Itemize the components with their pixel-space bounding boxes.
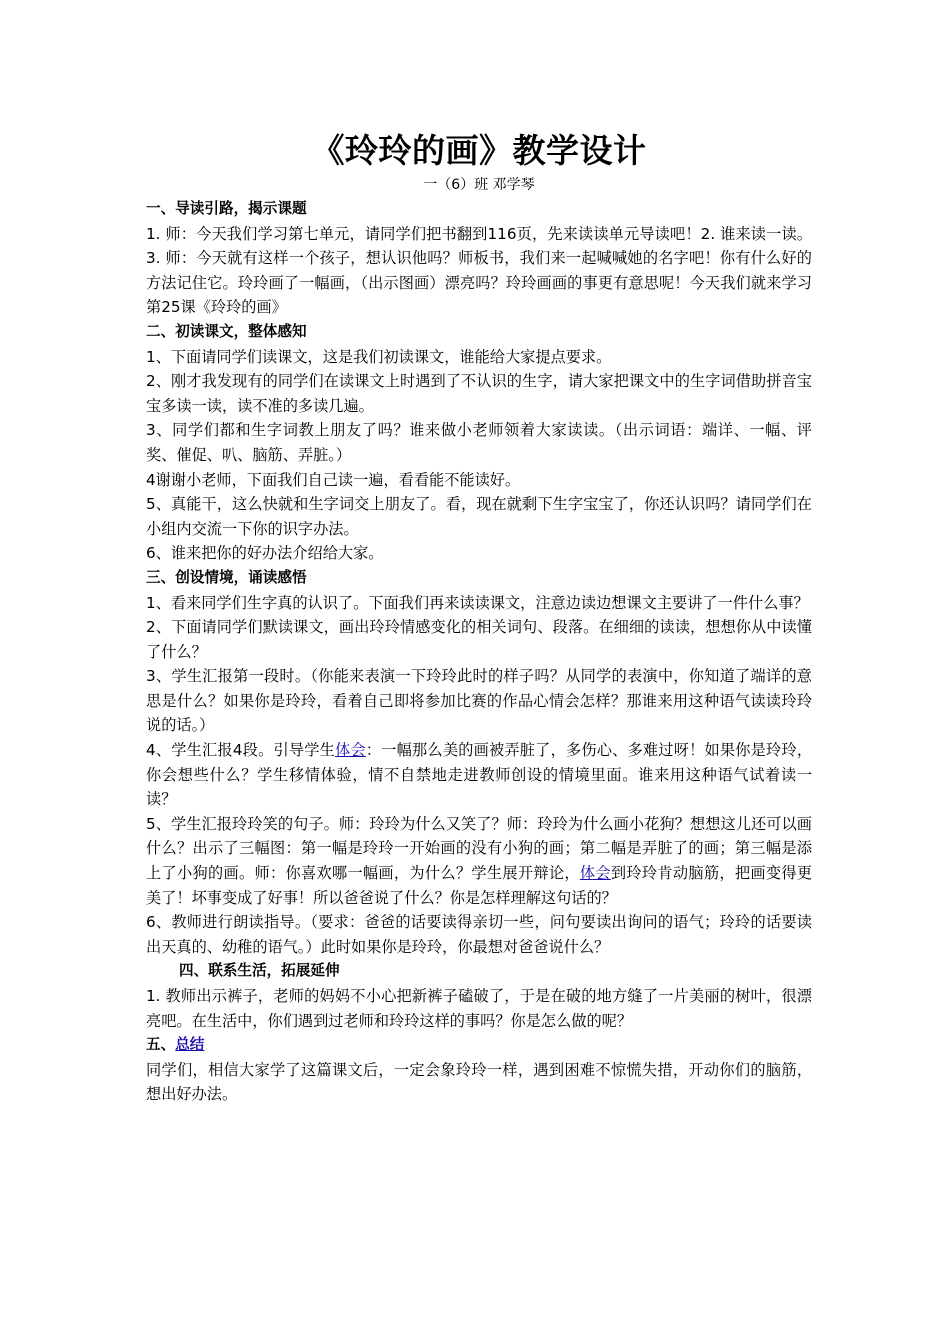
- text-run: 2、刚才我发现有的同学们在读课文上时遇到了不认识的生字，请大家把课文中的生字词借助拼音宝宝多读一读，读不准的多读几遍。: [146, 372, 812, 415]
- section-heading: 四、联系生活，拓展延伸: [179, 962, 340, 980]
- text-run: 1. 师：今天我们学习第七单元，请同学们把书翻到116页，先来读读单元导读吧！2. 谁来读一读。3. 师：今天就有这样一个孩子，想认识他吗？师板书，我们来一起喊喊她的名字吧！你有什么好的方法记住它。玲玲画了一幅画，（出示图画）漂亮吗？玲玲画画的事更有意思呢！今天我们就来学习第25课《玲玲的画》: [146, 224, 812, 317]
- paragraph: [146, 222, 812, 320]
- document-title: 《玲玲的画》教学设计: [311, 131, 647, 170]
- paragraph: [146, 369, 812, 418]
- document-page: [146, 128, 812, 1107]
- text-run: 到玲玲肯动脑筋，把画变得更美了！坏事变成了好事！所以爸爸说了什么？你是怎样理解这句话的？: [146, 864, 813, 907]
- section-heading: 二、初读课文，整体感知: [146, 322, 307, 340]
- paragraph: [146, 541, 812, 566]
- text-run: 4谢谢小老师，下面我们自己读一遍，看看能不能读好。: [146, 470, 521, 489]
- text-run: 3、同学们都和生字词教上朋友了吗？谁来做小老师领着大家读读。（出示词语：端详、一幅、评奖、催促、叭、脑筋、弄脏。）: [146, 421, 812, 464]
- paragraph: [146, 468, 812, 493]
- paragraph: [146, 812, 812, 910]
- text-run: 1、看来同学们生字真的认识了。下面我们再来读读课文，注意边读边想课文主要讲了一件什么事？: [146, 593, 809, 612]
- document-subtitle: 一（6）班 邓学琴: [423, 177, 535, 193]
- text-run: 1. 教师出示裤子，老师的妈妈不小心把新裤子磕破了，于是在破的地方缝了一片美丽的树叶，很漂亮吧。在生活中，你们遇到过老师和玲玲这样的事吗？你是怎么做的呢？: [146, 987, 812, 1030]
- paragraph: [146, 418, 812, 467]
- text-run: 3、学生汇报第一段时。（你能来表演一下玲玲此时的样子吗？从同学的表演中，你知道了端详的意思是什么？如果你是玲玲，看着自己即将参加比赛的作品心情会怎样？那谁来用这种语气读读玲玲说的话。）: [146, 667, 812, 735]
- paragraph: [146, 984, 812, 1033]
- paragraph: [146, 910, 812, 959]
- section-heading: 三、创设情境，诵读感悟: [146, 568, 307, 586]
- text-run: 1、下面请同学们读课文，这是我们初读课文，谁能给大家提点要求。: [146, 347, 612, 366]
- paragraph: [146, 664, 812, 738]
- inline-link[interactable]: 体会: [335, 741, 366, 760]
- paragraph: [146, 615, 812, 664]
- paragraph: [146, 345, 812, 370]
- paragraph: [146, 738, 812, 812]
- paragraph: [146, 591, 812, 616]
- text-run: 4、学生汇报4段。引导学生: [146, 741, 336, 760]
- text-run: ：一幅那么美的画被弄脏了，多伤心、多难过呀！如果你是玲玲，你会想些什么？学生移情体验，情不自禁地走进教师创设的情境里面。谁来用这种语气试着读一读？: [146, 741, 813, 809]
- text-run: 6、教师进行朗读指导。（要求：爸爸的话要读得亲切一些，问句要读出询问的语气；玲玲的话要读出天真的、幼稚的语气。）此时如果你是玲玲，你最想对爸爸说什么？: [146, 913, 812, 956]
- section-heading: [146, 1033, 812, 1058]
- text-run: 5、学生汇报玲玲笑的句子。师：玲玲为什么又笑了？师：玲玲为什么画小花狗？想想这儿还可以画什么？出示了三幅图：第一幅是玲玲一开始画的没有小狗的画；第二幅是弄脏了的画；第三幅是添上了小狗的画。师：你喜欢哪一幅画，为什么？学生展开辩论，: [146, 814, 812, 883]
- text-run: 5、真能干，这么快就和生字词交上朋友了。看，现在就剩下生字宝宝了，你还认识吗？请同学们在小组内交流一下你的识字办法。: [146, 495, 812, 538]
- inline-link[interactable]: 体会: [579, 864, 611, 883]
- text-run: 2、下面请同学们默读课文，画出玲玲情感变化的相关词句、段落。在细细的读读，想想你从中读懂了什么？: [146, 618, 812, 661]
- document-body: [146, 197, 812, 1107]
- text-run: 同学们，相信大家学了这篇课文后，一定会象玲玲一样，遇到困难不惊慌失措，开动你们的脑筋，想出好办法。: [146, 1060, 812, 1104]
- inline-link[interactable]: 总结: [175, 1036, 205, 1054]
- paragraph: [146, 1058, 812, 1107]
- text-run: 五、: [146, 1036, 176, 1054]
- paragraph: [146, 492, 812, 541]
- text-run: 6、谁来把你的好办法介绍给大家。: [146, 544, 384, 563]
- section-heading: 一、导读引路，揭示课题: [146, 200, 307, 217]
